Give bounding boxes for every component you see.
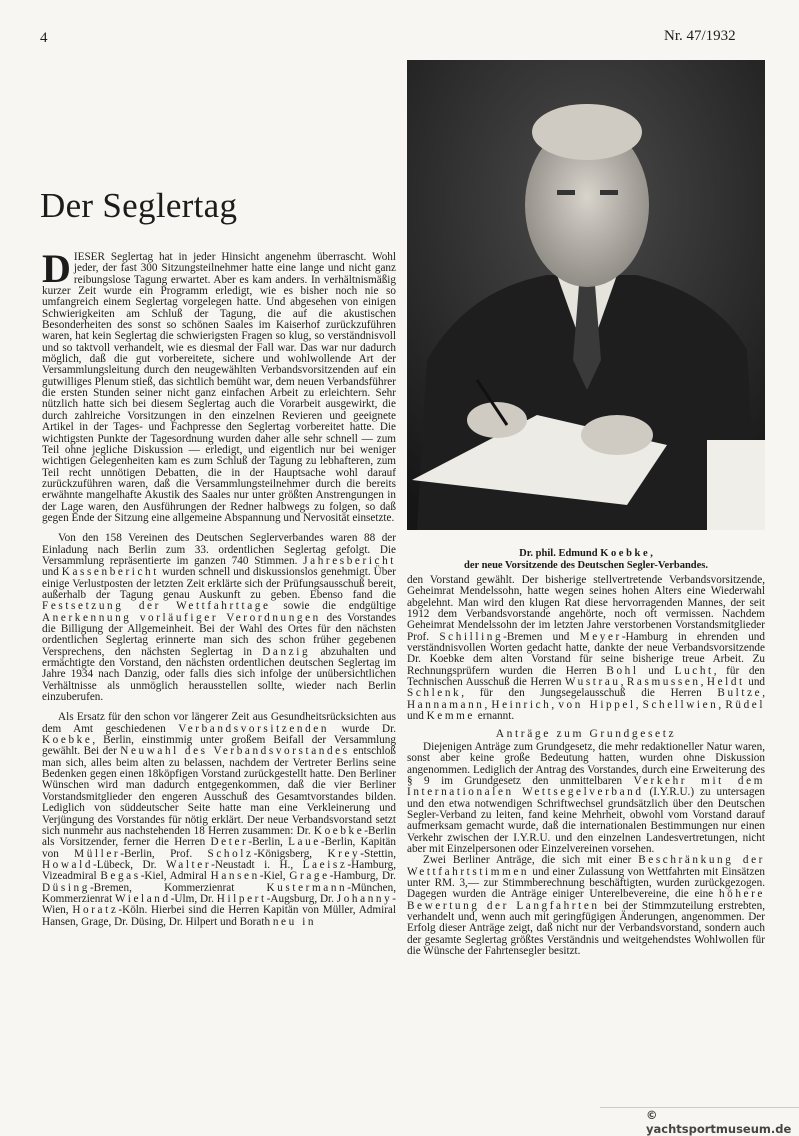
- text-run: -Berlin,: [248, 836, 289, 849]
- text-run: IESER Seglertag hat in jeder Hinsicht angenehm überrascht. Wohl jeder, der fast 300 Sitzungsteilnehmer hatte eine lange und nicht ganz reibungslose Tagung erwartet. Aber es kam anders. In verhältnismäßig kurzer Zeit wurde ein Programm erledigt, wie es bisher noch nie so umfangreich einem Seglertag vorgelegen hatte. Und abgesehen von einigen Schwierigkeiten am Schluß der Tagung, die auf die akustischen Besonderheiten des sonst so schönen Saales im Kaiserhof zurückzuführen waren, hat kein Seglertag die schwierigsten Fragen so klug, so verständnisvoll und so taktvoll verhandelt, wie es diesmal der Fall war. Das war nur dadurch möglich, daß die gut vorbereitete, sichere und wohlwollende Art der Versammlungsleitung durch den neugewählten Verbandsvorsitzenden auf ein gutwilliges Plenum stieß, das sichtlich bemüht war, dem neuen Verbandsführer die ersten Stunden seiner nicht ganz einfachen Arbeit zu erleichtern. Sehr nützlich hatte sich bei diesem Seglertag auch die Vorarbeit ausgewirkt, die durch zahlreiche Vorsitzungen in den einzelnen Revieren und geeignete Artikel in der Tages- und Fachpresse den Seglertag vorbereitet hatte. Die wichtigsten Punkte der Tagesordnung wurden daher alle sehr schnell — zum Teil ohne jegliche Diskussion — erledigt, und eigentlich nur bei weniger wichtigen Gelegenheiten kam es zum Schluß der Tagung zu lebhafteren, zum Teil recht unnötigen Debatten, die in der Hauptsache wohl darauf zurückzuführen waren, daß die Versammlungsteilnehmer durch die bereits erwähnte mangelhafte Akustik des Saales nur unter größten Anstrengungen in der Lage waren, den Ausführungen der Redner halbwegs zu folgen, so daß gegen Ende der Sitzung eine allgemeine Abspannung und Nervosität einsetzte.: [42, 251, 396, 524]
- spaced-emphasis: Johanny: [336, 892, 393, 905]
- spaced-emphasis: Howald: [42, 858, 94, 871]
- text-run: ,: [718, 698, 726, 711]
- text-run: Als Ersatz für den schon vor längerer Zeit aus Gesundheitsrücksichten aus dem Amt geschiedenen: [42, 711, 396, 735]
- spaced-emphasis: Begas: [100, 870, 141, 883]
- spaced-emphasis: Schellwien: [642, 698, 719, 711]
- text-run: -München, Kommerzienrat: [42, 881, 396, 905]
- paragraph: [407, 742, 765, 855]
- text-run: , für den Jungsegelausschuß die Herren: [461, 687, 718, 700]
- text-run: Diejenigen Anträge zum Grundgesetz, die mehr redaktioneller Natur waren, sonst aber keine große Bedeutung hatten, wurden ohne Diskussion angenommen. Lediglich der Antrag des Vorstandes, durch eine Erweiterung des § 9 im Grundgesetz den unmittelbaren: [407, 740, 765, 787]
- page-number: 4: [40, 30, 48, 46]
- text-run: sowie die endgültige: [270, 600, 396, 613]
- spaced-emphasis: Bohl: [606, 664, 639, 677]
- text-run: den Vorstand gewählt. Der bisherige stellvertretende Verbandsvorsitzende, Geheimrat Mendelssohn, hatte wegen seines hohen Alters eine Wiederwahl abgelehnt. Man wird den klugen Rat diese hervorragenden Mannes, der seit 1912 dem Verbandsvorstande angehörte, noch oft vermissen. Nachdem Geheimrat Mendelssohn der im letzten Jahre verstorbenen Vorstandsmitglieder Prof.: [407, 574, 765, 643]
- paragraph: [42, 712, 396, 928]
- text-run: , Berlin, einstimmig unter großem Beifall der Versammlung gewählt. Bei der: [42, 734, 396, 758]
- text-run: ernannt.: [475, 710, 515, 723]
- spaced-emphasis: Beschränkung der Wettfahrtstimmen: [407, 854, 765, 878]
- spaced-emphasis: Kustermann: [266, 881, 348, 894]
- spaced-emphasis: Kemme: [426, 710, 475, 723]
- text-run: und einer Zulassung von Wettfahrten mit Einsätzen unter RM. 3,— zur Stimmberechnung beschäftigten, wurden zurückgezogen. Dagegen wurden die Anträge einiger Unterelbevereine, die eine: [407, 865, 765, 901]
- text-run: Zwei Berliner Anträge, die sich mit einer: [423, 854, 639, 867]
- text-run: -Bremen und: [503, 630, 580, 643]
- text-run: ,: [551, 698, 559, 711]
- watermark: © yachtsportmuseum.de: [646, 1108, 792, 1136]
- spaced-emphasis: Heldt: [706, 676, 745, 689]
- spaced-emphasis: Anerkennung vorläufiger Verordnungen: [42, 611, 321, 624]
- text-run: ,: [635, 698, 643, 711]
- spaced-emphasis: Koebke: [313, 824, 365, 837]
- text-run: und: [744, 676, 766, 689]
- spaced-emphasis: Schlenk: [407, 687, 462, 700]
- text-run: abzuhalten und ermächtigte den Vorstand, den nächsten ordentlichen deutschen Seglertag im Jahre 1934 nach Danzig, oder falls dies sich infolge der unübersichtlichen Verhältnisse als unmöglich herausstellen sollte, wieder nach Berlin einzuberufen.: [42, 645, 396, 704]
- spaced-emphasis: Laeisz: [302, 858, 348, 871]
- text-run: -Berlin, Kapitän von: [42, 836, 396, 860]
- spaced-emphasis: Grage: [289, 870, 330, 883]
- spaced-emphasis: Danzig: [262, 645, 311, 658]
- spaced-emphasis: Horatz: [72, 904, 119, 917]
- text-run: -Hamburg in ehrenden und verständnisvollen Worten gedacht hatte, dankte der neue Verbandsvorsitzende Dr. Koebke dem alten Vorstand für seine bisherige treue Arbeit. Zu Rechnungsprüfern wurden die Herren: [407, 630, 765, 677]
- text-run: -Köln. Hierbei sind die Herren Kapitän von Müller, Admiral Hansen, Grage, Dr. Düsing, Dr. Hilpert und Borath: [42, 904, 396, 928]
- caption-line-2: der neue Vorsitzende des Deutschen Segler-Verbandes.: [463, 560, 709, 571]
- text-run: -Stettin,: [360, 847, 396, 860]
- text-run: bei der Stimmzuteilung erstrebten, verhandelt und, wenn auch mit geringfügigen Änderungen, angenommen. Der Erfolg dieser Anträge zeigt, daß nicht nur der Verbandsvorstand, sondern auch der gesamte Seglertag größtes Verständnis und weitgehendstes Wohlwollen für die Wünsche der Fahrtensegler besitzt.: [407, 899, 766, 957]
- spaced-emphasis: Rüdel: [725, 698, 766, 711]
- text-run: entschloß man sich, alles beim alten zu belassen, nachdem der Vertreter Berlins seine Bedenken gegen einen 18köpfigen Vorstand zurückgestellt hatte. Den Berliner Wünschen wird man dadurch entgegenkommen, daß die vier Berliner Vorstandsmitglieder den engeren Ausschuß des Gesamtvorstandes bilden. Lediglich von süddeutscher Seite hatte man eine Verkleinerung und Verjüngung des Vorstandes für nötig erklärt. Der neue Verbandsvorstand setzt sich nunmehr aus nachstehenden 18 Herren zusammen: Dr.: [42, 745, 396, 837]
- text-run: -Neustadt i. H.,: [211, 858, 303, 871]
- issue-number: Nr. 47/1932: [664, 28, 736, 44]
- text-run: des Vorstandes die Billigung der Allgemeinheit. Bei der Wahl des Ortes für den nächsten ordentlichen Seglertag erinnerte man sich des schon früher gegebenen Versprechens, den nächsten Seglertag in: [42, 611, 396, 658]
- text-run: -Hamburg, Vizeadmiral: [42, 858, 396, 883]
- spaced-emphasis: neu in: [272, 915, 317, 928]
- spaced-emphasis: Kassenbericht: [61, 566, 159, 579]
- text-run: und: [638, 664, 675, 677]
- spaced-emphasis: Festsetzung der Wettfahrttage: [42, 600, 271, 613]
- right-column: [407, 575, 765, 957]
- text-run: und: [42, 566, 62, 579]
- text-run: -Ulm, Dr.: [170, 892, 217, 905]
- text-run: -Kiel,: [259, 870, 290, 883]
- text-run: -Berlin als Vorsitzender, ferner die Herren: [42, 824, 396, 849]
- caption-suffix: ,: [650, 548, 653, 559]
- spaced-emphasis: Meyer: [579, 630, 622, 643]
- portrait-photo: [407, 60, 765, 530]
- spaced-emphasis: Laue: [288, 836, 321, 849]
- spaced-emphasis: Wustrau: [564, 676, 621, 689]
- paragraph: [407, 855, 765, 957]
- spaced-emphasis: Walter: [166, 858, 212, 871]
- text-run: -Hamburg, Dr.: [329, 870, 396, 883]
- spaced-emphasis: höhere Bewertung der Langfahrten: [407, 888, 765, 912]
- text-run: , für den Technischen Ausschuß die Herren: [407, 664, 765, 689]
- text-run: ,: [700, 676, 707, 689]
- spaced-emphasis: Jahresbericht: [303, 554, 396, 567]
- article-title: Der Seglertag: [40, 186, 238, 225]
- photo-caption: [407, 548, 765, 572]
- text-run: -Lübeck, Dr.: [93, 858, 167, 871]
- spaced-emphasis: Krey: [327, 847, 361, 860]
- text-run: wurden schnell und diskussionslos genehmigt. Über einige Verlustposten der letzten Zeit erklärte sich der Prüfungsausschuß bereit, außerhalb der Tagung genau Auskunft zu geben. Ebenso fand die: [42, 566, 396, 601]
- spaced-emphasis: Hansen: [210, 870, 260, 883]
- spaced-emphasis: Schilling: [439, 630, 504, 643]
- portrait-image: [407, 60, 765, 530]
- spaced-emphasis: Scholz: [207, 847, 254, 860]
- text-run: -Königsberg,: [253, 847, 328, 860]
- drop-cap: D: [42, 246, 71, 291]
- spaced-emphasis: Bultze: [717, 687, 763, 700]
- text-run: wurde Dr.: [329, 722, 396, 735]
- spaced-emphasis: Heinrich: [491, 698, 552, 711]
- spaced-emphasis: Müller: [74, 847, 121, 860]
- spaced-emphasis: Verkehr mit dem Internationalen Wettsegelverband: [407, 774, 765, 799]
- spaced-emphasis: Hilpert: [216, 892, 267, 905]
- text-run: -Berlin, Prof.: [120, 847, 208, 860]
- section-subheading: Anträge zum Grundgesetz: [495, 728, 677, 741]
- spaced-emphasis: Lucht: [674, 664, 714, 677]
- spaced-emphasis: Hannamann: [407, 698, 485, 711]
- spaced-emphasis: Wieland: [115, 892, 171, 905]
- text-run: -Augsburg, Dr.: [266, 892, 337, 905]
- spaced-emphasis: Rasmussen: [626, 676, 701, 689]
- spaced-emphasis: Verbandsvorsitzenden: [178, 722, 330, 735]
- text-run: -Bremen, Kommerzienrat: [89, 881, 267, 894]
- spaced-emphasis: Deter: [210, 836, 249, 849]
- text-run: ,: [484, 698, 492, 711]
- text-run: ,: [762, 687, 765, 700]
- paragraph: [42, 533, 396, 703]
- caption-prefix: Dr. phil. Edmund: [519, 548, 601, 559]
- text-run: -Wien,: [42, 892, 397, 917]
- text-run: und: [407, 710, 427, 723]
- left-column: [42, 246, 397, 928]
- spaced-emphasis: Neuwahl des Verbandsvorstandes: [120, 745, 350, 758]
- spaced-emphasis: Düsing: [42, 881, 90, 894]
- caption-name: Koebke: [600, 548, 651, 559]
- text-run: (I.Y.R.U.) zu untersagen und den etwa notwendigen Schriftwechsel grundsätzlich über den Deutschen Segler-Verband zu leiten, fand keine Mehrheit, obwohl vom Vorstand darauf aufmerksam gemacht wurde, daß die internationalen Bestimmungen nur einen Verkehr zwischen der I.Y.R.U. und den einzelnen Landesvertretungen, nicht aber mit Einzelpersonen oder Einzelvereinen vorsehen.: [407, 786, 766, 855]
- text-run: ,: [620, 676, 627, 689]
- text-run: Von den 158 Vereinen des Deutschen Seglerverbandes waren 88 der Einladung nach Berlin zum 33. ordentlichen Seglertag gefolgt. Die Versammlung repräsentierte im ganzen 740 Stimmen.: [42, 532, 396, 567]
- text-run: -Kiel, Admiral: [140, 870, 211, 883]
- spaced-emphasis: Koebke: [42, 734, 93, 747]
- spaced-emphasis: von Hippel: [558, 698, 636, 711]
